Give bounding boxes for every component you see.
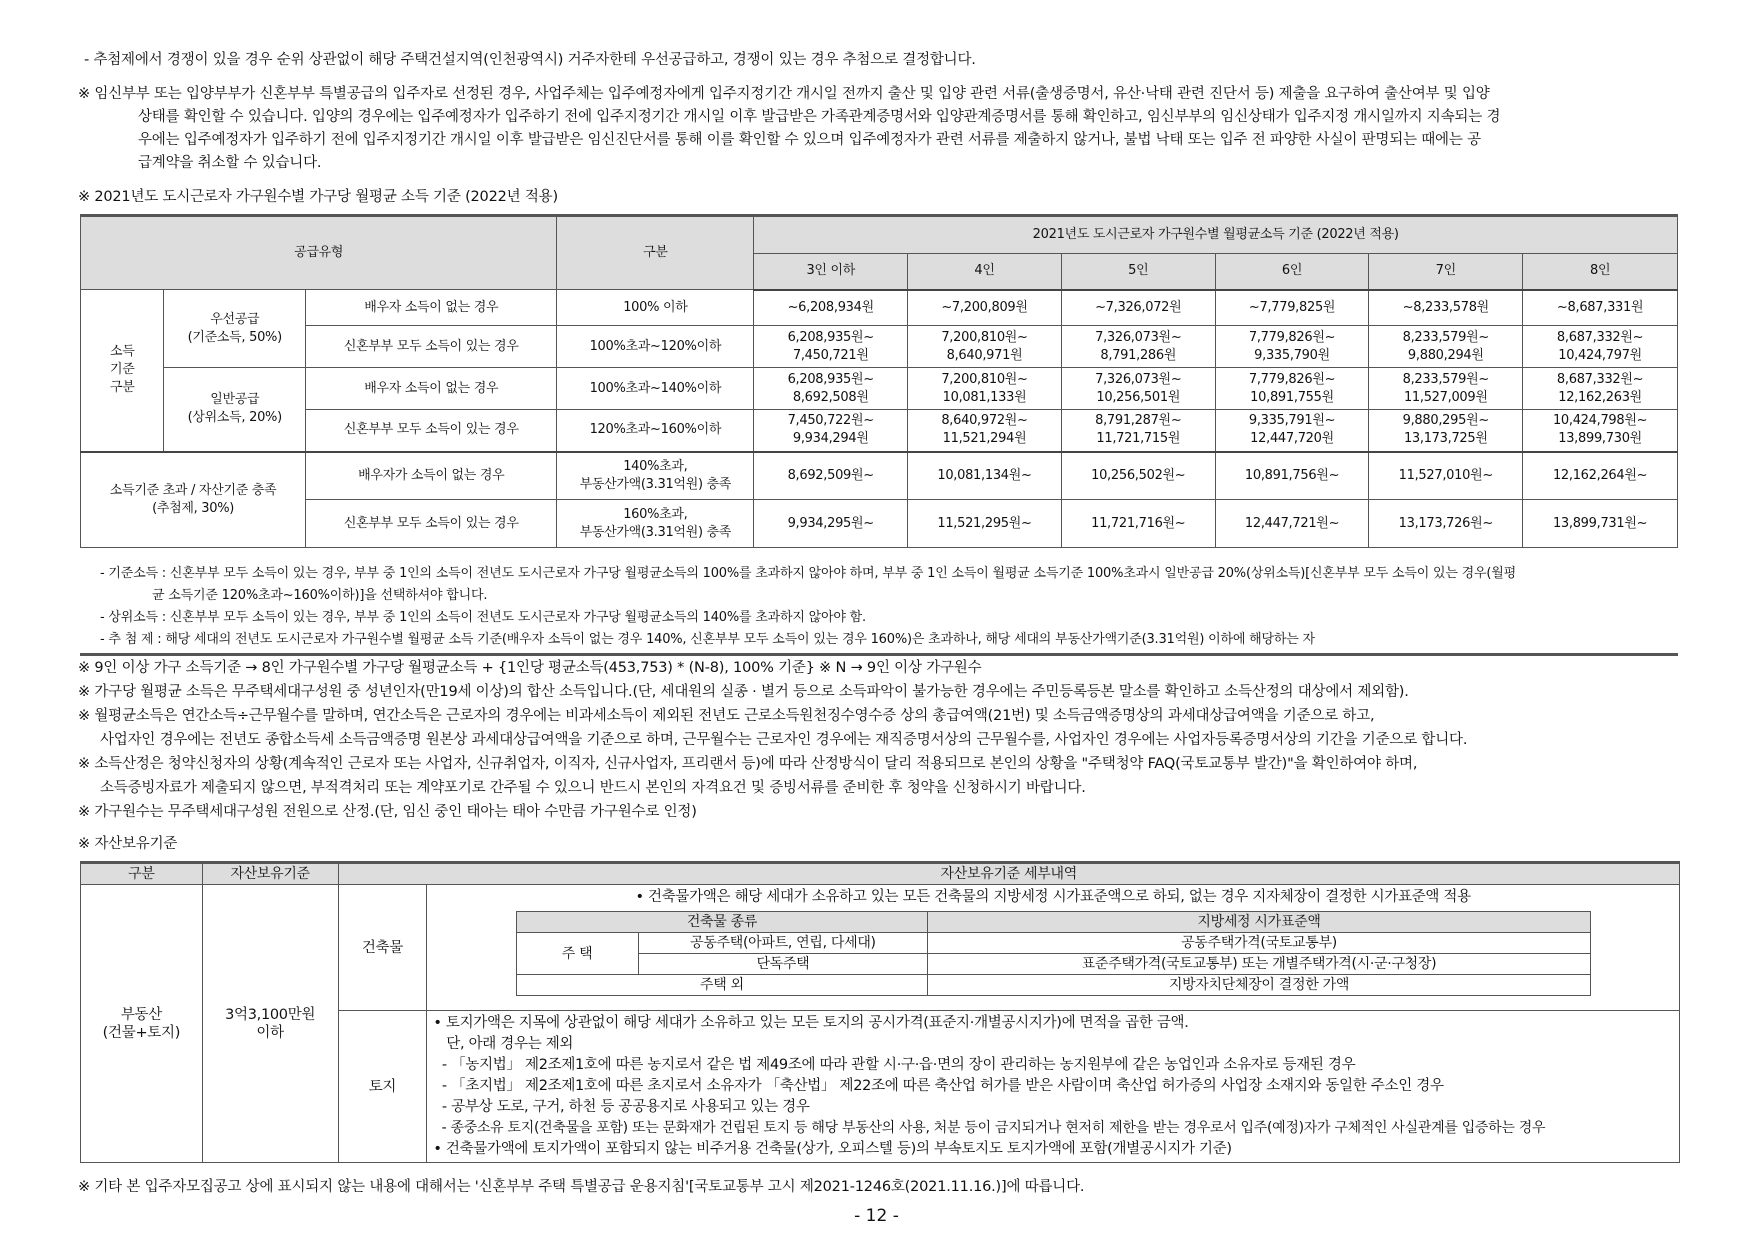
land-line: - 공부상 도로, 구거, 하천 등 공공용지로 사용되고 있는 경우 <box>433 1099 810 1115</box>
income-table-caption: ※ 2021년도 도시근로자 가구원수별 가구당 월평균 소득 기준 (2022년 적용) <box>78 189 558 205</box>
income-cell: 8,791,287원~ 11,721,715원 <box>1061 410 1215 452</box>
building-intro: • 건축물가액은 해당 세대가 소유하고 있는 모든 건축물의 지방세정 시가표준액으로 하되, 없는 경우 지자체장이 결정한 시가표준액 적용 <box>635 889 1471 905</box>
income-cell: 8,233,579원~ 11,527,009원 <box>1369 368 1523 410</box>
income-cell: ~7,779,825원 <box>1215 290 1369 326</box>
income-cell: 9,880,295원~ 13,173,725원 <box>1369 410 1523 452</box>
note-line: 사업자인 경우에는 전년도 종합소득세 소득금액증명 원본상 과세대상급여액을 기준으로 하며, 근무월수는 근로자인 경우에는 재직증명서상의 근무월수를, 사업자인 경우에는 사업자등록증명서상의 기간을 기준으로 합니다. <box>100 732 1468 748</box>
income-cell: 8,233,579원~ 9,880,294원 <box>1369 326 1523 368</box>
income-cell: ~8,233,578원 <box>1369 290 1523 326</box>
header-size: 7인 <box>1369 254 1523 290</box>
income-cell: 12,447,721원~ <box>1215 500 1369 548</box>
inner-apt: 공동주택(아파트, 연립, 다세대) <box>638 933 928 954</box>
income-cell: 10,891,756원~ <box>1215 452 1369 500</box>
land-line: 단, 아래 경우는 제외 <box>433 1036 574 1052</box>
income-cell: 9,934,295원~ <box>754 500 908 548</box>
income-cell: 7,326,073원~ 8,791,286원 <box>1061 326 1215 368</box>
row-type: 배우자 소득이 없는 경우 <box>306 290 557 326</box>
building-price-table <box>516 911 1591 996</box>
intro-lottery-line: - 추첨제에서 경쟁이 있을 경우 순위 상관없이 해당 주택건설지역(인천광역시) 거주자한테 우선공급하고, 경쟁이 있는 경우 추첨으로 결정합니다. <box>84 52 976 68</box>
header-size: 8인 <box>1523 254 1678 290</box>
row-category: 100%초과~120%이하 <box>557 326 754 368</box>
row-type: 신혼부부 모두 소득이 있는 경우 <box>306 410 557 452</box>
income-cell: 8,640,972원~ 11,521,294원 <box>908 410 1062 452</box>
table-note-line: - 추 첨 제 : 해당 세대의 전년도 도시근로자 가구원수별 월평균 소득 기준(배우자 소득이 없는 경우 140%, 신혼부부 모두 소득이 있는 경우 160%)은 초과하나, 해당 세대의 부동산가액기준(3.31억원) 이하에 해당하는 자 <box>100 632 1315 647</box>
row-type: 신혼부부 모두 소득이 있는 경우 <box>306 326 557 368</box>
notes-divider <box>80 653 1678 656</box>
income-cell: 8,687,332원~ 10,424,797원 <box>1523 326 1678 368</box>
note-line: ※ 가구원수는 무주택세대구성원 전원으로 산정.(단, 임신 중인 태아는 태아 수만큼 가구원수로 인정) <box>78 804 697 820</box>
row-category: 120%초과~160%이하 <box>557 410 754 452</box>
land-label: 토지 <box>338 1011 427 1163</box>
land-line: • 토지가액은 지목에 상관없이 해당 세대가 소유하고 있는 모든 토지의 공시가격(표준지·개별공시지가)에 면적을 곱한 금액. <box>433 1015 1189 1031</box>
inner-other: 주택 외 <box>516 975 928 996</box>
row-type: 배우자 소득이 없는 경우 <box>306 368 557 410</box>
income-cell: 10,256,502원~ <box>1061 452 1215 500</box>
inner-single-price: 표준주택가격(국토교통부) 또는 개별주택가격(시·군·구청장) <box>928 954 1590 975</box>
income-cell: 7,779,826원~ 10,891,755원 <box>1215 368 1369 410</box>
priority-supply-label: 우선공급 (기준소득, 50%) <box>164 290 306 368</box>
income-cell: 6,208,935원~ 8,692,508원 <box>754 368 908 410</box>
note-line: ※ 소득산정은 청약신청자의 상황(계속적인 근로자 또는 사업자, 신규취업자, 이직자, 신규사업자, 프리랜서 등)에 따라 산정방식이 달리 적용되므로 본인의 상황을 "주택청약 FAQ(국토교통부 발간)"을 확인하여야 하며, <box>78 756 1418 772</box>
pregnant-note-line: ※ 임신부부 또는 입양부부가 신혼부부 특별공급의 입주자로 선정된 경우, 사업주체는 입주예정자에게 입주지정기간 개시일 전까지 출산 및 입양 관련 서류(출생증명서, 유산·낙태 관련 진단서 등) 제출을 요구하여 출산여부 및 입양 <box>78 86 1490 102</box>
row-category: 140%초과, 부동산가액(3.31억원) 충족 <box>557 452 754 500</box>
income-cell: 13,173,726원~ <box>1369 500 1523 548</box>
table-note-line: 균 소득기준 120%초과~160%이하)]을 선택하셔야 합니다. <box>152 588 488 603</box>
inner-single: 단독주택 <box>638 954 928 975</box>
header-income-group: 2021년도 도시근로자 가구원수별 월평균소득 기준 (2022년 적용) <box>754 216 1678 254</box>
lottery-label: 소득기준 초과 / 자산기준 충족 (추첨제, 30%) <box>81 452 306 548</box>
income-cell: 12,162,264원~ <box>1523 452 1678 500</box>
table-note-line: - 기준소득 : 신혼부부 모두 소득이 있는 경우, 부부 중 1인의 소득이 전년도 도시근로자 가구당 월평균소득의 100%를 초과하지 않아야 하며, 부부 중 1인 소득이 월평균 소득기준 100%초과시 일반공급 20%(상위소득)[신혼부부 모두 소득이 있는 경우(월평 <box>100 566 1516 581</box>
building-label: 건축물 <box>338 885 427 1011</box>
header-size: 3인 이하 <box>754 254 908 290</box>
income-group-label: 소득 기준 구분 <box>81 290 164 452</box>
note-line: ※ 월평균소득은 연간소득÷근무월수를 말하며, 연간소득은 근로자의 경우에는 비과세소득이 제외된 전년도 근로소득원천징수영수증 상의 총급여액(21번) 및 소득금액증명상의 과세대상급여액을 기준으로 하고, <box>78 708 1375 724</box>
inner-other-price: 지방자치단체장이 결정한 가액 <box>928 975 1590 996</box>
income-cell: 7,326,073원~ 10,256,501원 <box>1061 368 1215 410</box>
row-type: 신혼부부 모두 소득이 있는 경우 <box>306 500 557 548</box>
income-cell: 7,200,810원~ 8,640,971원 <box>908 326 1062 368</box>
row-category: 160%초과, 부동산가액(3.31억원) 충족 <box>557 500 754 548</box>
table-note-line: - 상위소득 : 신혼부부 모두 소득이 있는 경우, 부부 중 1인의 소득이 전년도 도시근로자 가구당 월평균소득의 140%를 초과하지 않아야 함. <box>100 610 866 625</box>
page-number: - 12 - <box>854 1206 899 1226</box>
income-cell: 10,424,798원~ 13,899,730원 <box>1523 410 1678 452</box>
inner-house-label: 주 택 <box>516 933 638 975</box>
land-detail <box>427 1011 1680 1163</box>
pregnant-note-line: 급계약을 취소할 수 있습니다. <box>138 155 322 171</box>
asset-header-standard: 자산보유기준 <box>202 863 338 885</box>
income-cell: 9,335,791원~ 12,447,720원 <box>1215 410 1369 452</box>
inner-header-price: 지방세정 시가표준액 <box>928 912 1590 933</box>
land-line: - 「초지법」 제2조제1호에 따른 초지로서 소유자가 「축산법」 제22조에 따른 축산업 허가를 받은 사람이며 축산업 허가증의 사업장 소재지와 동일한 주소인 경우 <box>433 1078 1444 1094</box>
inner-header-kind: 건축물 종류 <box>516 912 928 933</box>
row-type: 배우자가 소득이 없는 경우 <box>306 452 557 500</box>
header-supply-type: 공급유형 <box>81 216 557 290</box>
pregnant-note-line: 상태를 확인할 수 있습니다. 입양의 경우에는 입주예정자가 입주하기 전에 입주지정기간 개시일 이후 발급받은 가족관계증명서와 입양관계증명서를 통해 확인하고, 임신부부의 임신상태가 입주지정 개시일까지 지속되는 경 <box>138 109 1501 125</box>
footer-note: ※ 기타 본 입주자모집공고 상에 표시되지 않는 내용에 대해서는 '신혼부부 주택 특별공급 운용지침'[국토교통부 고시 제2021-1246호(2021.11.16.)]에 따릅니다. <box>78 1179 1085 1195</box>
general-supply-label: 일반공급 (상위소득, 20%) <box>164 368 306 452</box>
header-category: 구분 <box>557 216 754 290</box>
income-cell: 8,692,509원~ <box>754 452 908 500</box>
land-line: • 건축물가액에 토지가액이 포함되지 않는 비주거용 건축물(상가, 오피스텔 등)의 부속토지도 토지가액에 포함(개별공시지가 기준) <box>433 1141 1232 1157</box>
income-cell: 13,899,731원~ <box>1523 500 1678 548</box>
asset-header-detail: 자산보유기준 세부내역 <box>338 863 1680 885</box>
income-cell: 11,521,295원~ <box>908 500 1062 548</box>
note-line: ※ 9인 이상 가구 소득기준 → 8인 가구원수별 가구당 월평균소득 + {1인당 평균소득(453,753) * (N-8), 100% 기준} ※ N → 9인 이상 가구원수 <box>78 660 982 676</box>
header-size: 6인 <box>1215 254 1369 290</box>
header-size: 4인 <box>908 254 1062 290</box>
income-cell: 10,081,134원~ <box>908 452 1062 500</box>
income-cell: 7,200,810원~ 10,081,133원 <box>908 368 1062 410</box>
asset-standard-table <box>80 861 1680 1163</box>
income-cell: ~7,200,809원 <box>908 290 1062 326</box>
income-cell: 11,721,716원~ <box>1061 500 1215 548</box>
income-standard-table <box>80 214 1678 548</box>
note-line: ※ 가구당 월평균 소득은 무주택세대구성원 중 성년인자(만19세 이상)의 합산 소득입니다.(단, 세대원의 실종 · 별거 등으로 소득파악이 불가능한 경우에는 주민등록등본 말소를 확인하고 소득산정의 대상에서 제외함). <box>78 684 1409 700</box>
asset-standard-cell: 3억3,100만원 이하 <box>202 885 338 1163</box>
row-category: 100% 이하 <box>557 290 754 326</box>
asset-category-cell: 부동산 (건물+토지) <box>81 885 203 1163</box>
income-cell: 6,208,935원~ 7,450,721원 <box>754 326 908 368</box>
note-line: 소득증빙자료가 제출되지 않으면, 부적격처리 또는 계약포기로 간주될 수 있으니 반드시 본인의 자격요건 및 증빙서류를 준비한 후 청약을 신청하시기 바랍니다. <box>100 780 1086 796</box>
land-line: - 종중소유 토지(건축물을 포함) 또는 문화재가 건립된 토지 등 해당 부동산의 사용, 처분 등이 금지되거나 현저히 제한을 받는 경우로서 입주(예정)자가 구체적인 사실관계를 입증하는 경우 <box>433 1120 1546 1136</box>
asset-section-title: ※ 자산보유기준 <box>78 836 178 852</box>
land-line: - 「농지법」 제2조제1호에 따른 농지로서 같은 법 제49조에 따라 관할 시·구·읍·면의 장이 관리하는 농지원부에 같은 농업인과 소유자로 등재된 경우 <box>433 1057 1356 1073</box>
income-cell: ~8,687,331원 <box>1523 290 1678 326</box>
income-cell: ~7,326,072원 <box>1061 290 1215 326</box>
income-cell: 7,450,722원~ 9,934,294원 <box>754 410 908 452</box>
income-cell: 7,779,826원~ 9,335,790원 <box>1215 326 1369 368</box>
income-cell: ~6,208,934원 <box>754 290 908 326</box>
pregnant-note-line: 우에는 입주예정자가 입주하기 전에 입주지정기간 개시일 이후 발급받은 임신진단서를 통해 이를 확인할 수 있으며 입주예정자가 관련 서류를 제출하지 않거나, 불법 낙태 또는 입주 전 파양한 사실이 판명되는 때에는 공 <box>138 132 1481 148</box>
header-size: 5인 <box>1061 254 1215 290</box>
income-cell: 11,527,010원~ <box>1369 452 1523 500</box>
inner-apt-price: 공동주택가격(국토교통부) <box>928 933 1590 954</box>
row-category: 100%초과~140%이하 <box>557 368 754 410</box>
asset-header-category: 구분 <box>81 863 203 885</box>
income-cell: 8,687,332원~ 12,162,263원 <box>1523 368 1678 410</box>
